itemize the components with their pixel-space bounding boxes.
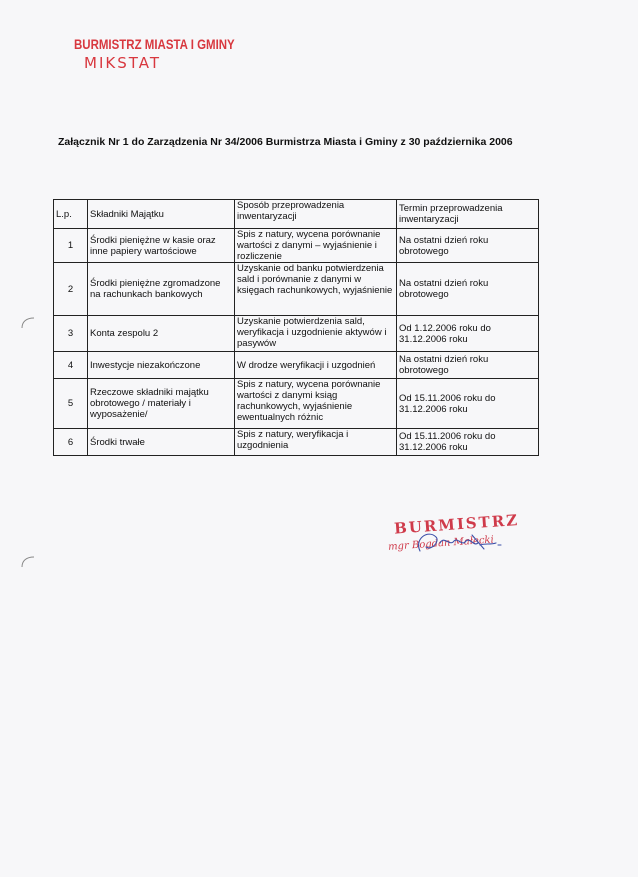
table-row (54, 379, 539, 429)
cell-item: Środki pieniężne zgromadzone na rachunkach bankowych (88, 263, 235, 316)
cell-term: Na ostatni dzień roku obrotowego (397, 229, 539, 263)
table-row (54, 263, 539, 316)
cell-method: Spis z natury, wycena porównanie wartości z danymi ksiąg rachunkowych, wyjaśnienie ewentualnych różnic (235, 379, 397, 429)
cell-term: Od 15.11.2006 roku do 31.12.2006 roku (397, 379, 539, 429)
office-stamp (74, 36, 235, 72)
cell-method: Spis z natury, wycena porównanie wartości z danymi – wyjaśnienie i rozliczenie (235, 229, 397, 263)
cell-term: Od 1.12.2006 roku do 31.12.2006 roku (397, 316, 539, 352)
cell-method: W drodze weryfikacji i uzgodnień (235, 352, 397, 379)
cell-lp: 6 (54, 429, 88, 456)
cell-item: Inwestycje niezakończone (88, 352, 235, 379)
table-row (54, 316, 539, 352)
cell-term: Od 15.11.2006 roku do 31.12.2006 roku (397, 429, 539, 456)
table-row (54, 429, 539, 456)
mayor-stamp-name: mgr Bogdan Małecki (387, 534, 495, 553)
cell-method: Spis z natury, weryfikacja i uzgodnienia (235, 429, 397, 456)
table-header-row (54, 200, 539, 229)
cell-item: Środki pieniężne w kasie oraz inne papiery wartościowe (88, 229, 235, 263)
header-item: Składniki Majątku (88, 200, 235, 229)
cell-item: Konta zespolu 2 (88, 316, 235, 352)
inventory-table (53, 199, 539, 456)
cell-lp: 1 (54, 229, 88, 263)
handwritten-signature (410, 525, 510, 561)
stamp-line-2: MIKSTAT (84, 54, 161, 72)
punch-hole-mark-icon (20, 555, 36, 569)
cell-item: Środki trwałe (88, 429, 235, 456)
table-row (54, 229, 539, 263)
cell-lp: 3 (54, 316, 88, 352)
cell-term: Na ostatni dzień roku obrotowego (397, 352, 539, 379)
table-row (54, 352, 539, 379)
cell-term: Na ostatni dzień roku obrotowego (397, 263, 539, 316)
cell-lp: 4 (54, 352, 88, 379)
cell-lp: 5 (54, 379, 88, 429)
header-lp: L.p. (54, 200, 88, 229)
cell-method: Uzyskanie od banku potwierdzenia sald i porównanie z danymi w księgach rachunkowych, wyjaśnienie (235, 263, 397, 316)
document-title: Załącznik Nr 1 do Zarządzenia Nr 34/2006 Burmistrza Miasta i Gminy z 30 października 2006 (58, 136, 513, 148)
header-term: Termin przeprowadzenia inwentaryzacji (397, 200, 539, 229)
cell-method: Uzyskanie potwierdzenia sald, weryfikacja i uzgodnienie aktywów i pasywów (235, 316, 397, 352)
stamp-line-1: BURMISTRZ MIASTA I GMINY (74, 36, 235, 52)
cell-item: Rzeczowe składniki majątku obrotowego / materiały i wyposażenie/ (88, 379, 235, 429)
punch-hole-mark-icon (20, 316, 36, 330)
header-method: Sposób przeprowadzenia inwentaryzacji (235, 200, 397, 229)
cell-lp: 2 (54, 263, 88, 316)
mayor-stamp-title: BURMISTRZ (393, 510, 520, 538)
